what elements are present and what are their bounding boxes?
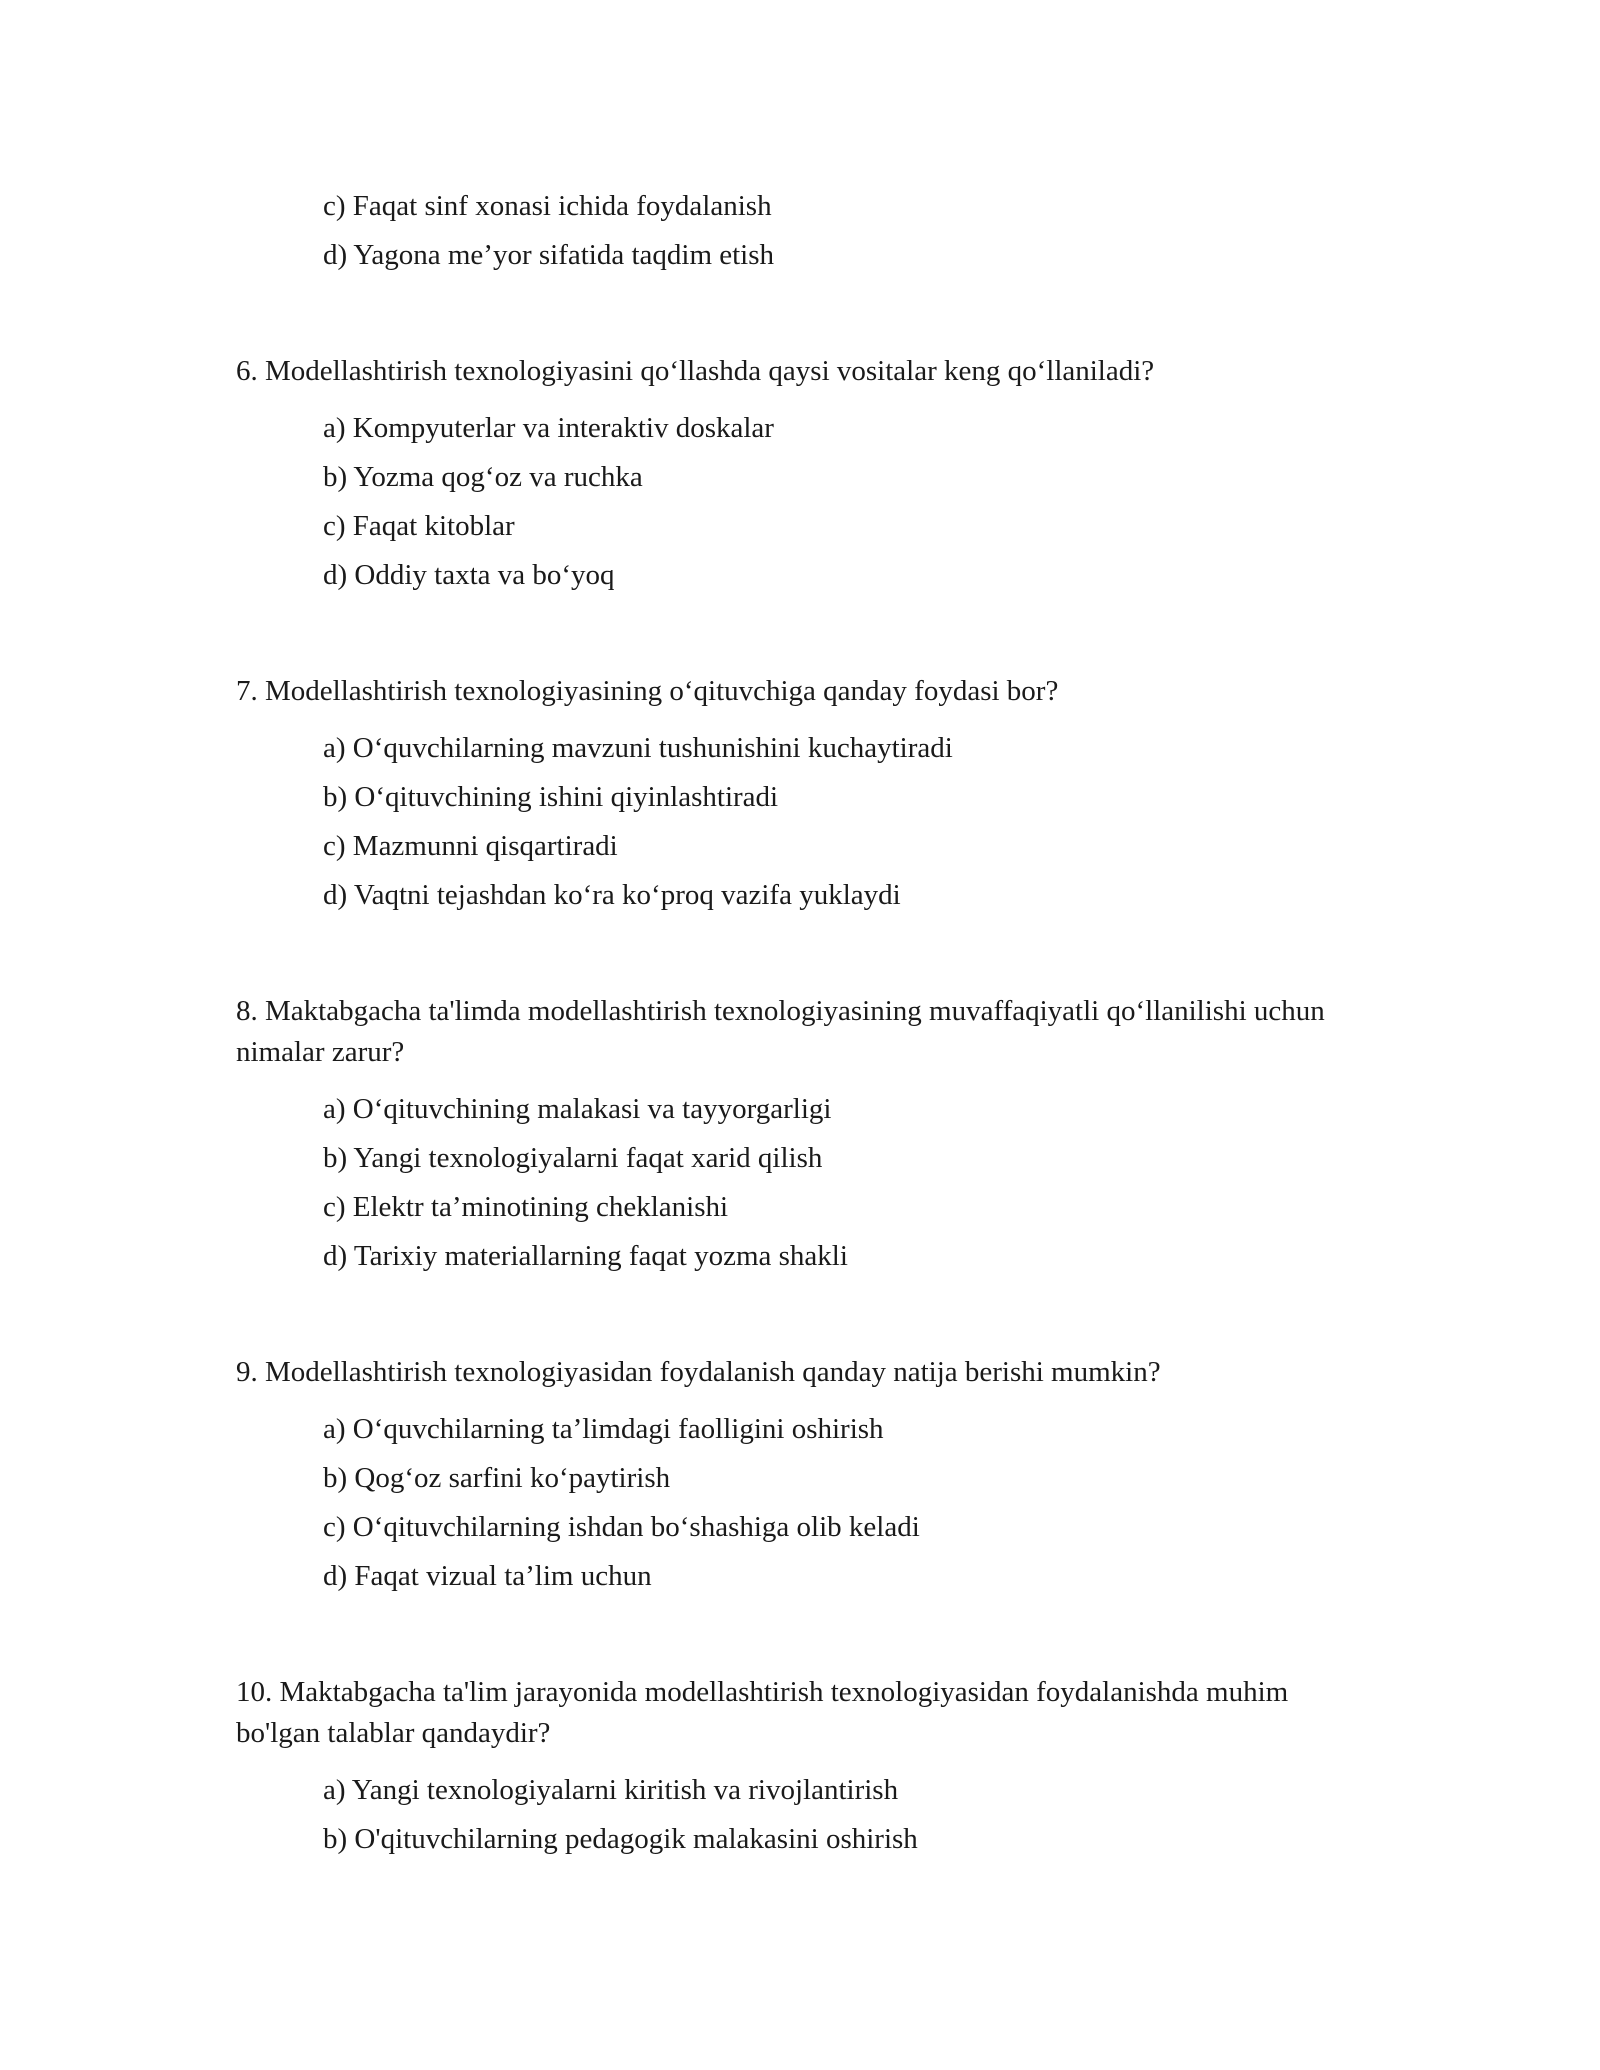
option-9d: d) Faqat vizual ta’lim uchun [323,1560,652,1592]
option-8a: a) O‘qituvchining malakasi va tayyorgarligi [323,1093,832,1125]
question-9-text: 9. Modellashtirish texnologiyasidan foydalanish qanday natija berishi mumkin? [236,1356,1161,1388]
question-6-text: 6. Modellashtirish texnologiyasini qo‘llashda qaysi vositalar keng qo‘llaniladi? [236,355,1155,387]
option-7a: a) O‘quvchilarning mavzuni tushunishini kuchaytiradi [323,732,953,764]
option-7d: d) Vaqtni tejashdan ko‘ra ko‘proq vazifa yuklaydi [323,879,901,911]
option-10b: b) O'qituvchilarning pedagogik malakasini oshirish [323,1823,918,1855]
option-8b: b) Yangi texnologiyalarni faqat xarid qilish [323,1142,823,1174]
option-7b: b) O‘qituvchining ishini qiyinlashtiradi [323,781,779,813]
option-6a: a) Kompyuterlar va interaktiv doskalar [323,412,774,444]
option-6b: b) Yozma qog‘oz va ruchka [323,461,643,493]
option-9a: a) O‘quvchilarning ta’limdagi faolligini oshirish [323,1413,884,1445]
option-9b: b) Qog‘oz sarfini ko‘paytirish [323,1462,671,1494]
option-6c: c) Faqat kitoblar [323,510,515,542]
option-5c: c) Faqat sinf xonasi ichida foydalanish [323,190,772,222]
option-8d: d) Tarixiy materiallarning faqat yozma shakli [323,1240,848,1272]
question-10-text: 10. Maktabgacha ta'lim jarayonida modellashtirish texnologiyasidan foydalanishda muhim bo'lgan talablar qandaydir? [236,1676,1289,1749]
option-7c: c) Mazmunni qisqartiradi [323,830,618,862]
option-8c: c) Elektr ta’minotining cheklanishi [323,1191,729,1223]
option-5d: d) Yagona me’yor sifatida taqdim etish [323,239,775,271]
question-8-text: 8. Maktabgacha ta'limda modellashtirish texnologiyasining muvaffaqiyatli qo‘llanilishi uchun nimalar zarur? [236,995,1325,1068]
option-9c: c) O‘qituvchilarning ishdan bo‘shashiga olib keladi [323,1511,920,1543]
question-7-text: 7. Modellashtirish texnologiyasining o‘qituvchiga qanday foydasi bor? [236,675,1059,707]
option-6d: d) Oddiy taxta va bo‘yoq [323,559,615,591]
option-10a: a) Yangi texnologiyalarni kiritish va rivojlantirish [323,1774,899,1806]
